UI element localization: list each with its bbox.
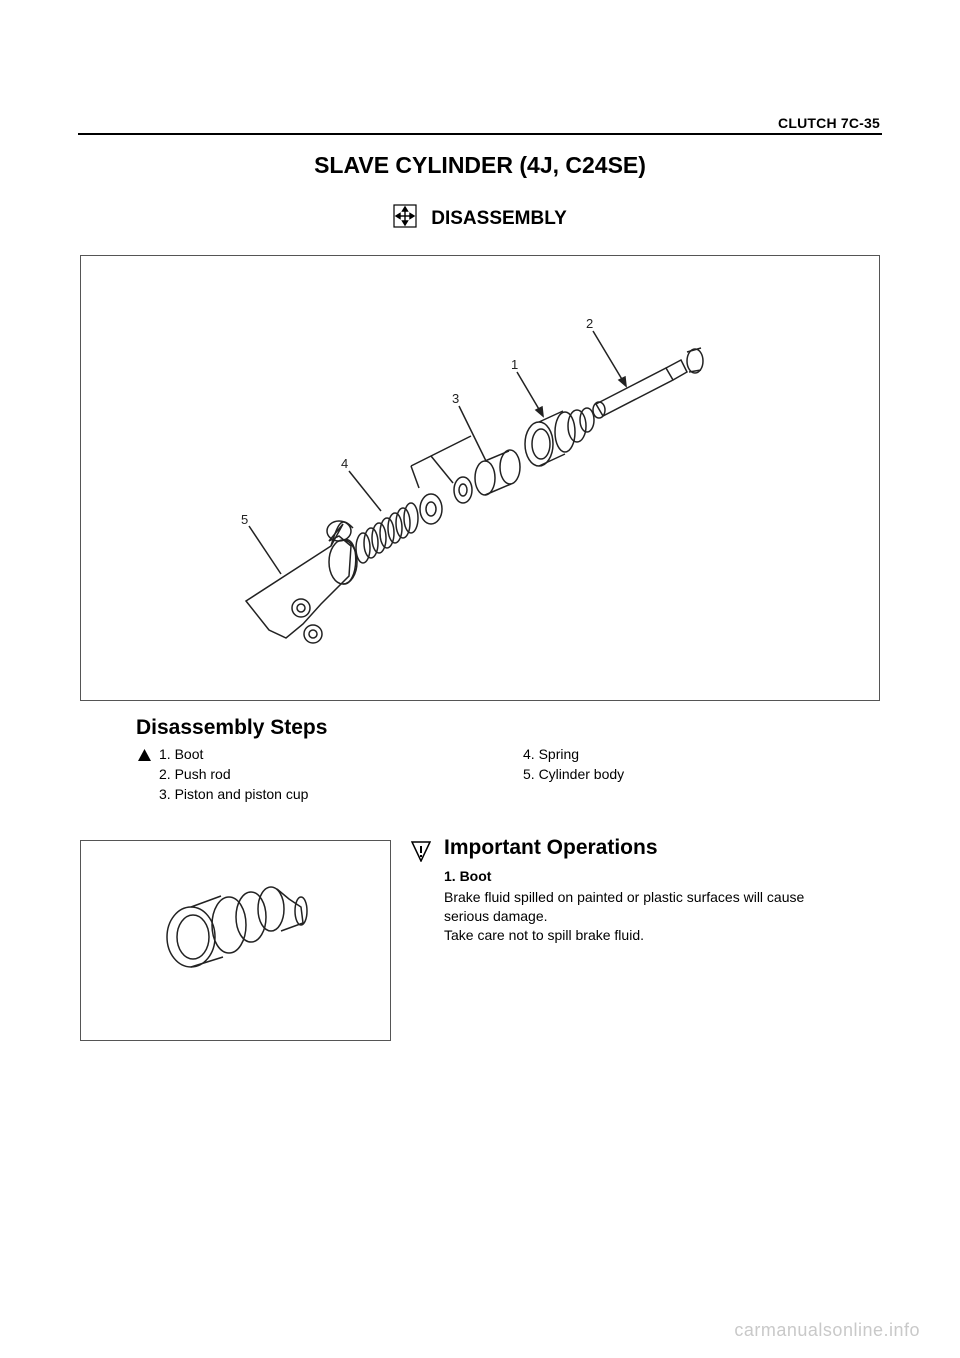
callout-4: 4 [341,456,349,471]
step-item: 3. Piston and piston cup [159,786,309,802]
step-item: 4. Spring [523,746,580,762]
section-heading [0,204,960,233]
triangle-up-icon [138,748,151,766]
operation-item-title: 1. Boot [444,868,492,884]
callout-1: 1 [511,357,519,372]
piston-cup-seal [420,494,442,524]
callout-line-4 [349,471,381,511]
disassembly-arrows-icon [393,204,417,233]
operations-heading: Important Operations [444,836,658,859]
watermark: carmanualsonline.info [734,1320,920,1340]
spring [356,503,418,563]
boot-drawing [81,841,390,1040]
step-item: 1. Boot [159,746,204,762]
step-item: 5. Cylinder body [523,766,625,782]
operation-line: Take care not to spill brake fluid. [444,927,644,943]
callout-2: 2 [586,316,594,331]
callout-line-2 [593,331,626,386]
boot [525,408,594,466]
cylinder-body [246,521,357,643]
page-header: CLUTCH 7C-35 [778,115,880,131]
header-rule [78,133,882,135]
steps-heading: Disassembly Steps [136,716,328,739]
callout-line-5 [249,526,281,574]
operation-text [444,888,884,945]
piston [475,450,520,495]
exploded-diagram [80,255,880,701]
callout-5: 5 [241,512,249,527]
operation-line: Brake fluid spilled on painted or plastic surfaces will cause [444,889,805,905]
slave-cylinder-illustration [81,256,879,700]
callout-arrow-1 [536,407,543,416]
step-item: 2. Push rod [159,766,231,782]
caution-triangle-icon [411,840,431,867]
callout-arrow-2 [619,377,626,386]
callout-line-3 [459,406,486,461]
piston-cup [454,477,472,503]
page-title: SLAVE CYLINDER (4J, C24SE) [314,152,646,178]
operation-line: serious damage. [444,908,548,924]
section-title: DISASSEMBLY [431,207,567,229]
callout-3: 3 [452,391,460,406]
boot-illustration [80,840,391,1041]
